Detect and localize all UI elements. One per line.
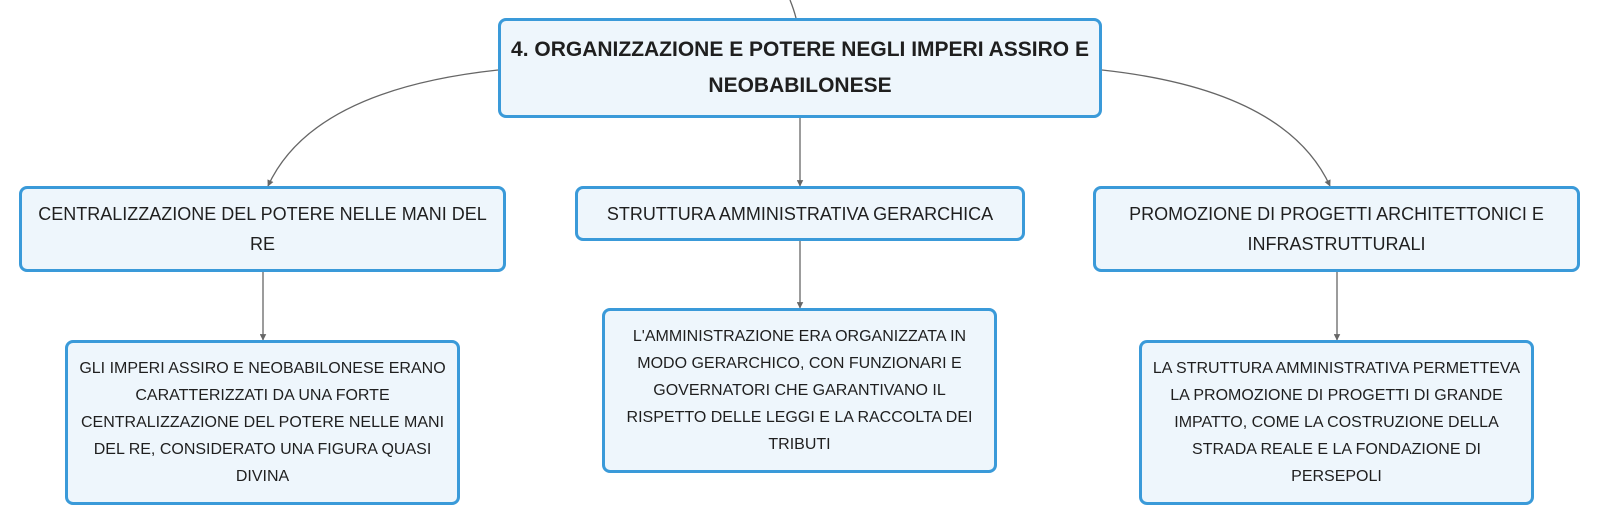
topic-centralizzazione-label: CENTRALIZZAZIONE DEL POTERE NELLE MANI DEL RE — [38, 204, 487, 254]
subtopic-struttura-detail-text: L'AMMINISTRAZIONE ERA ORGANIZZATA IN MODO GERARCHICO, CON FUNZIONARI E GOVERNATORI CHE GARANTIVANO IL RISPETTO DELLE LEGGI E LA RACCOLTA DEI TRIBUTI — [626, 328, 973, 453]
connector-parent-to-root — [790, 0, 796, 18]
topic-struttura-amministrativa[interactable] — [575, 186, 1025, 241]
root-topic[interactable] — [498, 18, 1102, 118]
topic-promozione-progetti-label: PROMOZIONE DI PROGETTI ARCHITETTONICI E INFRASTRUTTURALI — [1129, 204, 1544, 254]
subtopic-centralizzazione-detail-text: GLI IMPERI ASSIRO E NEOBABILONESE ERANO CARATTERIZZATI DA UNA FORTE CENTRALIZZAZIONE DEL POTERE NELLE MANI DEL RE, CONSIDERATO UNA FIGURA QUASI DIVINA — [79, 360, 446, 485]
topic-centralizzazione[interactable] — [19, 186, 506, 272]
root-topic-title: 4. ORGANIZZAZIONE E POTERE NEGLI IMPERI ASSIRO E NEOBABILONESE — [511, 38, 1089, 97]
subtopic-centralizzazione-detail[interactable] — [65, 340, 460, 505]
topic-promozione-progetti[interactable] — [1093, 186, 1580, 272]
connector-root-to-left — [268, 70, 498, 186]
topic-struttura-amministrativa-label: STRUTTURA AMMINISTRATIVA GERARCHICA — [606, 203, 994, 224]
subtopic-promozione-detail[interactable] — [1139, 340, 1534, 505]
subtopic-struttura-detail[interactable] — [602, 308, 997, 473]
connector-root-to-right — [1102, 70, 1330, 186]
subtopic-promozione-detail-text: LA STRUTTURA AMMINISTRATIVA PERMETTEVA LA PROMOZIONE DI PROGETTI DI GRANDE IMPATTO, COME LA COSTRUZIONE DELLA STRADA REALE E LA FONDAZIONE DI PERSEPOLI — [1152, 360, 1521, 485]
